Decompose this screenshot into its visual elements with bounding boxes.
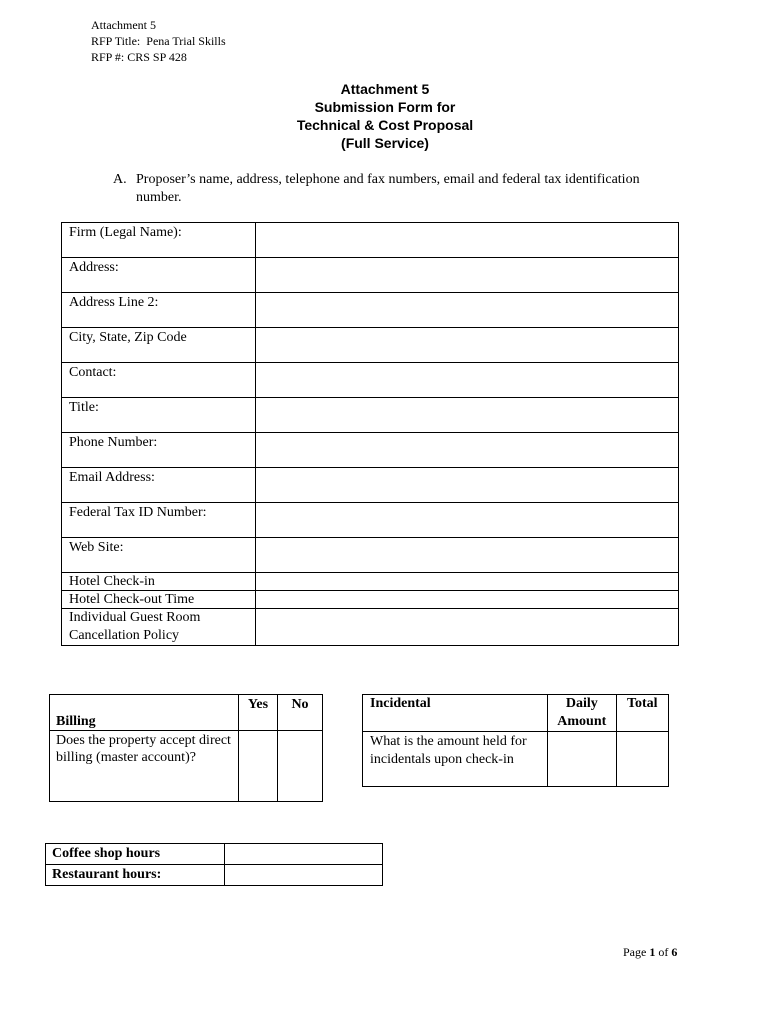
page-total: 6 [671, 945, 678, 959]
table-row [62, 591, 679, 609]
table-row [62, 398, 679, 433]
restaurant-label: Restaurant hours: [46, 865, 225, 886]
field-label: Address Line 2: [62, 293, 256, 328]
restaurant-input[interactable] [225, 865, 383, 886]
tax-id-input[interactable] [256, 503, 679, 538]
title-line: Technical & Cost Proposal [296, 117, 474, 133]
table-row [46, 865, 383, 886]
field-label: Hotel Check-out Time [62, 591, 256, 609]
title-line: (Full Service) [341, 135, 429, 151]
table-row [50, 695, 323, 731]
table-row [62, 503, 679, 538]
incidental-table [362, 694, 669, 787]
header-rfp-title [91, 33, 226, 49]
billing-yes-cell[interactable] [239, 731, 278, 802]
field-label: Title: [62, 398, 256, 433]
page-prefix: Page [623, 945, 647, 959]
rfp-title-label: RFP Title: [91, 34, 141, 48]
field-label: Hotel Check-in [62, 573, 256, 591]
table-row [62, 538, 679, 573]
section-a-text: Proposer’s name, address, telephone and fax numbers, email and federal tax identification number. [136, 172, 640, 205]
no-header: No [278, 695, 323, 731]
table-row [62, 328, 679, 363]
title-line: Attachment 5 [340, 81, 430, 97]
field-label: Address: [62, 258, 256, 293]
page-of: of [658, 945, 669, 959]
field-label: City, State, Zip Code [62, 328, 256, 363]
city-state-zip-input[interactable] [256, 328, 679, 363]
hours-table [45, 843, 383, 886]
billing-question: Does the property accept direct billing (master account)? [50, 731, 239, 802]
daily-amount-cell[interactable] [548, 732, 617, 787]
document-title [0, 80, 770, 152]
phone-input[interactable] [256, 433, 679, 468]
field-label: Individual Guest Room Cancellation Policy [62, 609, 256, 646]
table-row [62, 609, 679, 646]
field-label: Federal Tax ID Number: [62, 503, 256, 538]
field-label: Contact: [62, 363, 256, 398]
table-row [363, 732, 669, 787]
cancellation-policy-input[interactable] [256, 609, 679, 646]
address-input[interactable] [256, 258, 679, 293]
billing-no-cell[interactable] [278, 731, 323, 802]
firm-name-input[interactable] [256, 223, 679, 258]
table-row [62, 223, 679, 258]
field-label: Email Address: [62, 468, 256, 503]
checkout-input[interactable] [256, 591, 679, 609]
contact-input[interactable] [256, 363, 679, 398]
total-cell[interactable] [616, 732, 668, 787]
yes-header: Yes [239, 695, 278, 731]
proposer-info-table [61, 222, 679, 646]
header-attachment: Attachment 5 [91, 18, 156, 32]
page-current: 1 [649, 945, 656, 959]
table-row [50, 731, 323, 802]
checkin-input[interactable] [256, 573, 679, 591]
page-number [623, 945, 677, 960]
table-row [62, 573, 679, 591]
table-row [62, 258, 679, 293]
billing-table [49, 694, 323, 802]
table-row [363, 695, 669, 732]
title-line: Submission Form for [314, 99, 456, 115]
field-label: Firm (Legal Name): [62, 223, 256, 258]
incidental-header: Incidental [363, 695, 548, 732]
daily-amount-header: Daily Amount [548, 695, 617, 732]
table-row [62, 363, 679, 398]
title-input[interactable] [256, 398, 679, 433]
email-input[interactable] [256, 468, 679, 503]
table-row [62, 468, 679, 503]
table-row [46, 844, 383, 865]
coffee-shop-input[interactable] [225, 844, 383, 865]
address-line2-input[interactable] [256, 293, 679, 328]
header-rfp-number: RFP #: CRS SP 428 [91, 50, 187, 64]
rfp-title-value: Pena Trial Skills [146, 34, 226, 48]
table-row [62, 433, 679, 468]
billing-header: Billing [50, 695, 239, 731]
total-header: Total [616, 695, 668, 732]
section-a-letter: A. [113, 172, 127, 187]
website-input[interactable] [256, 538, 679, 573]
coffee-shop-label: Coffee shop hours [46, 844, 225, 865]
incidental-question: What is the amount held for incidentals upon check-in [363, 732, 548, 787]
field-label: Web Site: [62, 538, 256, 573]
table-row [62, 293, 679, 328]
field-label: Phone Number: [62, 433, 256, 468]
